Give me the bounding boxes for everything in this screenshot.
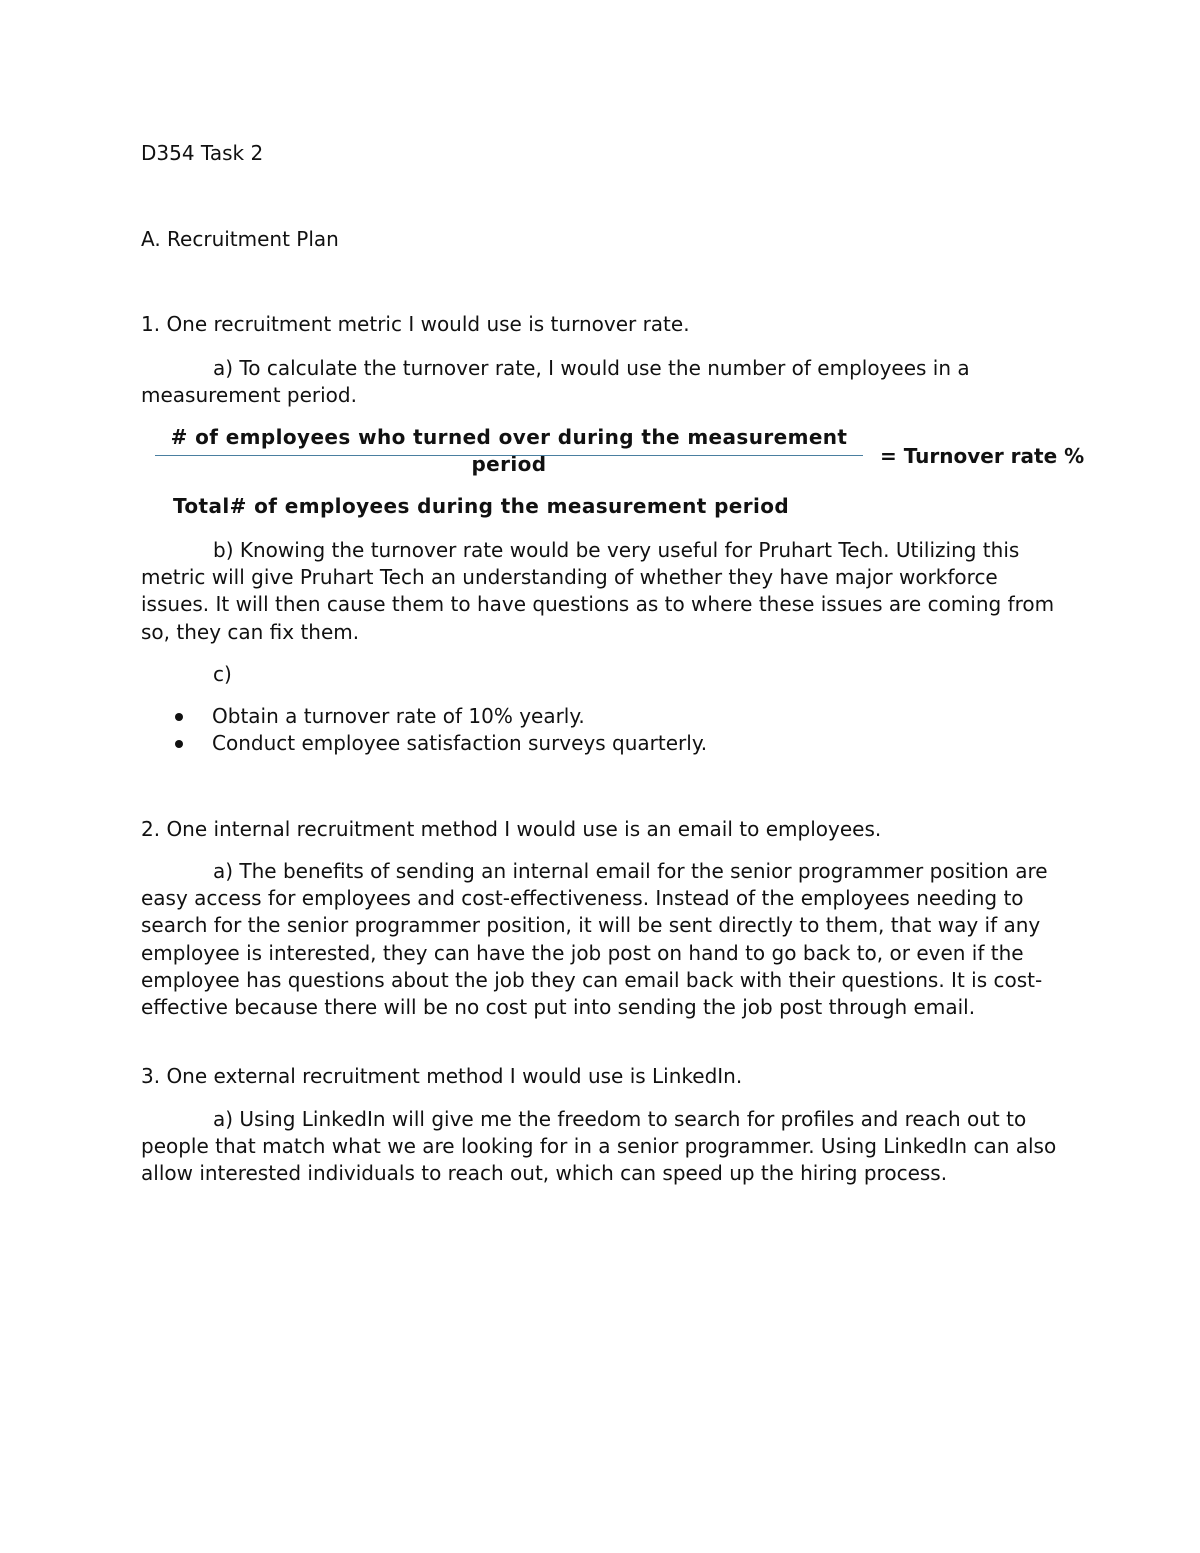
formula-fraction-line: [155, 455, 863, 456]
question-2-heading: 2. One internal recruitment method I would use is an email to employees.: [141, 817, 882, 841]
document-title: D354 Task 2: [141, 141, 264, 165]
question-2-part-a-text: a) The benefits of sending an internal email for the senior programmer position are easy access for employees and cost-effectiveness. Instead of the employees needing to search for the senior programmer position, it will be sent directly to them, that way if any employee is interested, they can have the job post on hand to go back to, or even if the employee has questions about the job they can email back with their questions. It is cost-effective because there will be no cost put into sending the job post through email.: [141, 859, 1048, 1020]
formula-denominator: Total# of employees during the measurement period: [173, 494, 790, 518]
question-1-part-a-text: a) To calculate the turnover rate, I would use the number of employees in a measurement period.: [141, 356, 970, 408]
bullet-icon: [175, 713, 183, 721]
question-1-part-a: [141, 355, 1071, 409]
formula-result: = Turnover rate %: [880, 444, 1085, 468]
question-2-part-a: [141, 858, 1071, 1021]
formula-numerator: # of employees who turned over during the measurement period: [170, 425, 848, 476]
bullet-icon: [175, 740, 183, 748]
section-heading-recruitment-plan: A. Recruitment Plan: [141, 227, 339, 251]
question-3-part-a-text: a) Using LinkedIn will give me the freedom to search for profiles and reach out to people that match what we are looking for in a senior programmer. Using LinkedIn can also allow interested individuals to reach out, which can speed up the hiring process.: [141, 1107, 1057, 1186]
question-1-part-c-label: c): [213, 662, 232, 686]
question-3-heading: 3. One external recruitment method I would use is LinkedIn.: [141, 1064, 743, 1088]
question-1-part-b: [141, 537, 1071, 646]
list-item-text: Conduct employee satisfaction surveys quarterly.: [212, 731, 708, 755]
question-1-heading: 1. One recruitment metric I would use is turnover rate.: [141, 312, 690, 336]
list-item-text: Obtain a turnover rate of 10% yearly.: [212, 704, 585, 728]
question-3-part-a: [141, 1106, 1071, 1188]
question-1-part-b-text: b) Knowing the turnover rate would be very useful for Pruhart Tech. Utilizing this metric will give Pruhart Tech an understanding of whether they have major workforce issues. It will then cause them to have questions as to where these issues are coming from so, they can fix them.: [141, 538, 1055, 644]
